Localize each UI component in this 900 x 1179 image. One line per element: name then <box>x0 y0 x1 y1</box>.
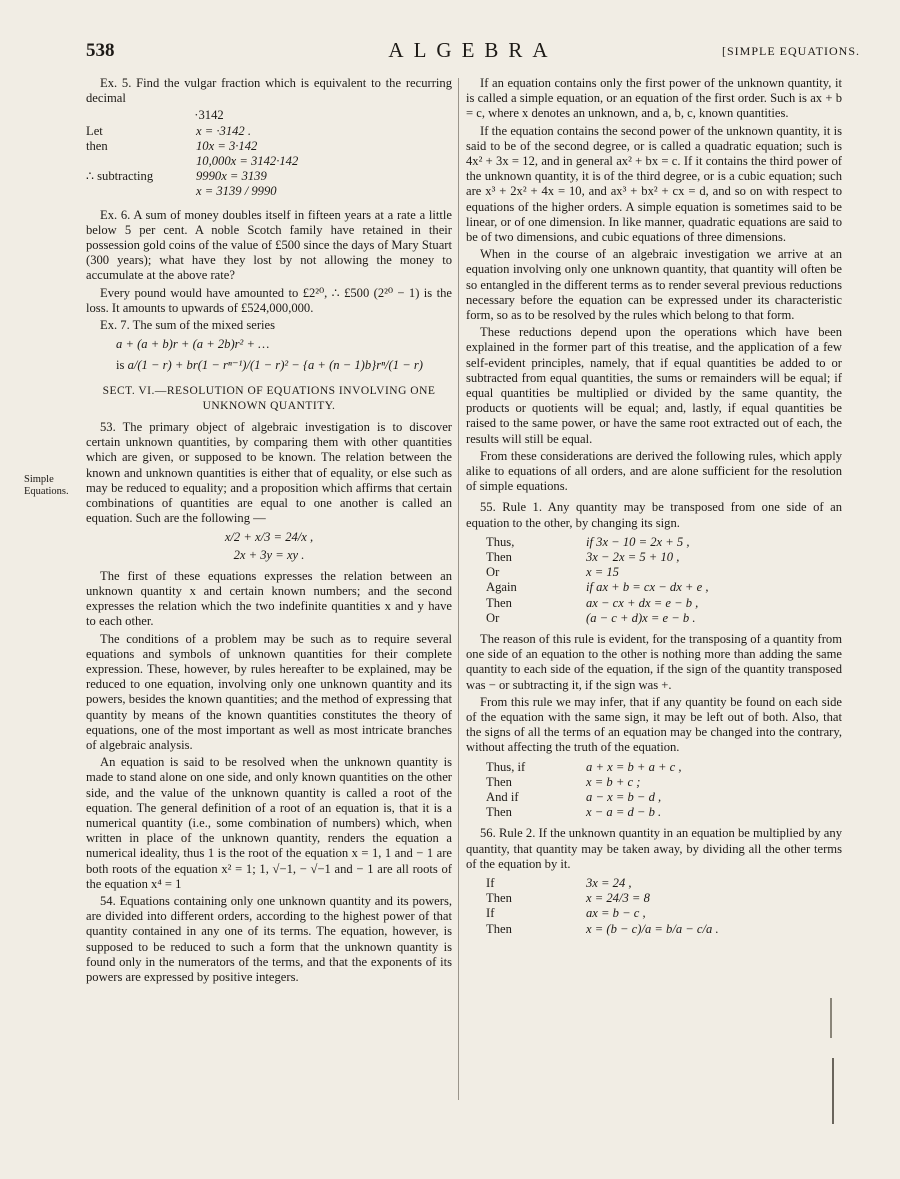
equation-row <box>486 550 842 565</box>
equation-row-label: Let <box>86 123 103 138</box>
rule1b-example-rows <box>486 760 842 821</box>
ex6-answer: Every pound would have amounted to £2²⁰, ∴ £500 (2²⁰ − 1) is the loss. It amounts to upwards of £524,000,000. <box>86 285 452 315</box>
page-number: 538 <box>86 40 115 61</box>
equation-row-label: And if <box>486 790 519 805</box>
paragraph-55-rule-1: 55. Rule 1. Any quantity may be transposed from one side of an equation to the other, by changing its sign. <box>466 500 842 530</box>
equation-row-expression: x = 3139 / 9990 <box>196 184 277 199</box>
equation-row-label: ∴ subtracting <box>86 169 154 184</box>
section-heading-line-1: SECT. VI.—RESOLUTION OF EQUATIONS INVOLVING ONE <box>102 384 436 397</box>
equation-row-label: Then <box>486 891 512 906</box>
paragraph-resolved: An equation is said to be resolved when the unknown quantity is made to stand alone on one side, and only known quantities on the other side, and the value of the unknown quantity is called a root of the equation. The general definition of a root of an equation is, that it is a numerical quantity (i.e., some combination of numbers) which, when written in place of the unknown quantity, renders the equation a numerical ideality, thus 1 is the root of the equation x = 1, 1 and − 1 are both roots of the equation x² = 1; 1, √−1, − √−1 and − 1 are all roots of the equation x⁴ = 1 <box>86 755 452 891</box>
equation-row <box>486 891 842 906</box>
margin-ink-mark <box>832 1058 834 1124</box>
ex7-intro: Ex. 7. The sum of the mixed series <box>100 317 275 332</box>
rule1-example-rows <box>486 535 842 626</box>
running-title: ALGEBRA <box>388 38 558 62</box>
paragraph-53: 53. The primary object of algebraic investigation is to discover certain unknown quantities, by comparing them with other quantities which are given, or supposed to be known. The relation between the known and unknown quantities is either that of equality, or else such as may be reduced to equality; and a proposition which affirms that certain combinations of quantities are equal to one another is called an equation. Such are the following — <box>86 419 452 526</box>
page-header <box>86 40 860 70</box>
paragraph-rules-derived: From these considerations are derived the following rules, which apply alike to equations of all orders, and are alone sufficient for the resolution of simple equations. <box>466 448 842 494</box>
equation-row <box>86 154 452 169</box>
equation-row <box>486 760 842 775</box>
equation-row-expression: x = 15 <box>586 565 619 580</box>
equation-row-label: If <box>486 906 495 921</box>
equation-row-expression: x = ·3142 . <box>196 123 252 138</box>
left-column <box>86 76 452 987</box>
right-column <box>466 76 842 937</box>
equation-row-label <box>86 154 196 169</box>
margin-ink-mark <box>830 998 832 1038</box>
equation-row-expression: if 3x − 10 = 2x + 5 , <box>586 534 690 549</box>
paragraph-reductions: These reductions depend upon the operations which have been explained in the former part of this treatise, and the application of a few self-evident principles, namely, that if equal quantities be added to or subtracted from equal quantities, the sums or remainders will be equal; if equal quantities be multiplied or divided by the same quantity, the products or quotients will be equal; and, lastly, if equal quantities be raised to the same power, or have the same root extracted out of each, the results will still be equal. <box>466 325 842 446</box>
paragraph-simple-equation: If an equation contains only the first power of the unknown quantity, it is called a simple equation, or an equation of the first order. Such is ax + b = c, where x denotes an unknown, and a, b, c, known quantities. <box>466 76 842 121</box>
section-heading <box>86 384 452 414</box>
paragraph-investigation: When in the course of an algebraic investigation we arrive at an equation involving only one unknown quantity, that quantity will often be so entangled in the different terms as to render several previous reductions necessary before the equation can be expressed under its characteristic form, so as to be resolved by the rules which belong to that form. <box>466 247 842 323</box>
equation-row-expression: 9990x = 3139 <box>196 169 267 184</box>
equation-row <box>86 184 452 199</box>
section-heading-line-2: UNKNOWN QUANTITY. <box>202 399 336 412</box>
equation-row-label: Then <box>486 550 512 565</box>
equation-row <box>486 805 842 820</box>
equation-row-expression: ax = b − c , <box>586 906 646 921</box>
equation-row-expression: 10x = 3·142 <box>196 138 258 153</box>
equation-row-label: Or <box>486 610 500 625</box>
equation-row-label <box>86 184 196 199</box>
ex7-result <box>116 358 452 373</box>
paragraph-first-equations: The first of these equations expresses the relation between an unknown quantity x and certain known numbers; and the second expresses the relation which the two indefinite quantities x and y have to each other. <box>86 568 452 629</box>
equation-row <box>486 906 842 921</box>
equation-row-expression: 3x = 24 , <box>586 876 632 890</box>
ex6-paragraph: Ex. 6. A sum of money doubles itself in fifteen years at a rate a little below 5 per cent. A noble Scotch family have retained in their possession gold coins of the value of £500 since the days of Mary Stuart (300 years); what have they lost by not allowing the money to accumulate at the above rate? <box>86 207 452 283</box>
equation-row <box>486 596 842 611</box>
ex5-intro: Ex. 5. Find the vulgar fraction which is equivalent to the recurring decimal <box>86 76 452 106</box>
ex7-series: a + (a + b)r + (a + 2b)r² + … <box>116 337 270 352</box>
equation-row <box>486 580 842 595</box>
equation-row-expression: 10,000x = 3142·142 <box>196 153 299 168</box>
equation-row-expression: 3x − 2x = 5 + 10 , <box>586 550 680 565</box>
equation-row-expression: a + x = b + a + c , <box>586 759 682 774</box>
equation-row-expression: ax − cx + dx = e − b , <box>586 595 699 610</box>
equation-row-expression: x = 24/3 = 8 <box>586 891 650 906</box>
equation-2: 2x + 3y = xy . <box>233 547 305 562</box>
rule2-example-rows <box>486 876 842 937</box>
equation-row <box>486 790 842 805</box>
equation-row <box>86 169 452 184</box>
paragraph-quadratic: If the equation contains the second power of the unknown quantity, it is said to be of the second degree, or is called a quadratic equation; such is 4x² + 3x = 12, and in general ax² + bx = c. If it contains the third power of the unknown quantity, it is of the third degree, or is a cubic equation; such are x³ + 2x² + 4x = 10, and ax³ + bx² + cx = d, and so on with respect to equations of the higher orders. A simple equation is sometimes said to be linear, or of one dimension. In like manner, quadratic equations are said to be of two dimensions, and cubic equations of three dimensions. <box>466 123 842 245</box>
paragraph-56-rule-2: 56. Rule 2. If the unknown quantity in an equation be multiplied by any quantity, that quantity may be taken away, by dividing all the other terms of the equation by it. <box>466 826 842 871</box>
equation-row <box>86 124 452 139</box>
equation-row-expression: x − a = d − b . <box>586 805 662 820</box>
ex5-rows <box>86 124 452 200</box>
equation-row-label: Thus, if <box>486 759 526 774</box>
ex5-decimal: ·3142 <box>194 108 224 123</box>
section-tag: [SIMPLE EQUATIONS. <box>722 44 860 58</box>
equation-row <box>486 876 842 891</box>
equation-row-expression: x = b + c ; <box>586 774 641 789</box>
equation-row-label: Then <box>486 774 512 789</box>
equation-row <box>486 565 842 580</box>
ex7-result-label: is <box>116 358 125 373</box>
equation-row-label: Again <box>486 580 517 595</box>
equation-1: x/2 + x/3 = 24/x , <box>224 530 314 545</box>
equation-row <box>486 535 842 550</box>
margin-note: Simple Equations. <box>24 474 69 497</box>
paragraph-54: 54. Equations containing only one unknown quantity and its powers, are divided into different orders, according to the highest power of that quantity contained in any one of its terms. The equation, however, is supposed to be reduced to such a form that the unknown quantity is found only in the numerators of the terms, and that the exponents of its powers are expressed by positive integers. <box>86 894 452 985</box>
equation-row-expression: a − x = b − d , <box>586 790 662 805</box>
equation-row-label: Or <box>486 565 500 580</box>
equation-row-label: then <box>86 138 108 153</box>
equation-row <box>486 922 842 937</box>
equation-row-label: Then <box>486 921 512 936</box>
equation-row <box>486 775 842 790</box>
equation-row <box>486 611 842 626</box>
equation-row-label: Then <box>486 595 512 610</box>
paragraph-reason: The reason of this rule is evident, for the transposing of a quantity from one side of an equation to the other is nothing more than adding the same quantity to each side of the equation, if the sign of the quantity transposed was − or subtracting it, if the sign was +. <box>466 632 842 692</box>
equation-row-expression: x = (b − c)/a = b/a − c/a . <box>586 921 719 936</box>
ex7-result-expr: a/(1 − r) + br(1 − rⁿ⁻¹)/(1 − r)² − {a + (n − 1)b}rⁿ/(1 − r) <box>127 358 423 373</box>
paragraph-conditions: The conditions of a problem may be such as to require several equations and symbols of unknown quantities for their complete expression. These, however, by rules hereafter to be explained, may be reduced to one equation, involving only one unknown quantity and its powers, besides the known quantities; and the method of expressing that quantity by means of the known quantities constitutes the theory of equations, one of the most important as well as most intricate branches of algebraic analysis. <box>86 631 452 753</box>
equation-row-expression: if ax + b = cx − dx + e , <box>586 580 709 595</box>
equation-row-expression: (a − c + d)x = e − b . <box>586 610 696 625</box>
equation-row-label: If <box>486 876 495 890</box>
equation-row <box>86 139 452 154</box>
equation-row-label: Thus, <box>486 534 515 549</box>
column-rule <box>458 78 459 1100</box>
equation-row-label: Then <box>486 805 512 820</box>
paragraph-infer: From this rule we may infer, that if any quantity be found on each side of the equation with the same sign, it may be left out of both. Also, that the signs of all the terms of an equation may be changed into the contrary, without affecting the truth of the equation. <box>466 694 842 755</box>
